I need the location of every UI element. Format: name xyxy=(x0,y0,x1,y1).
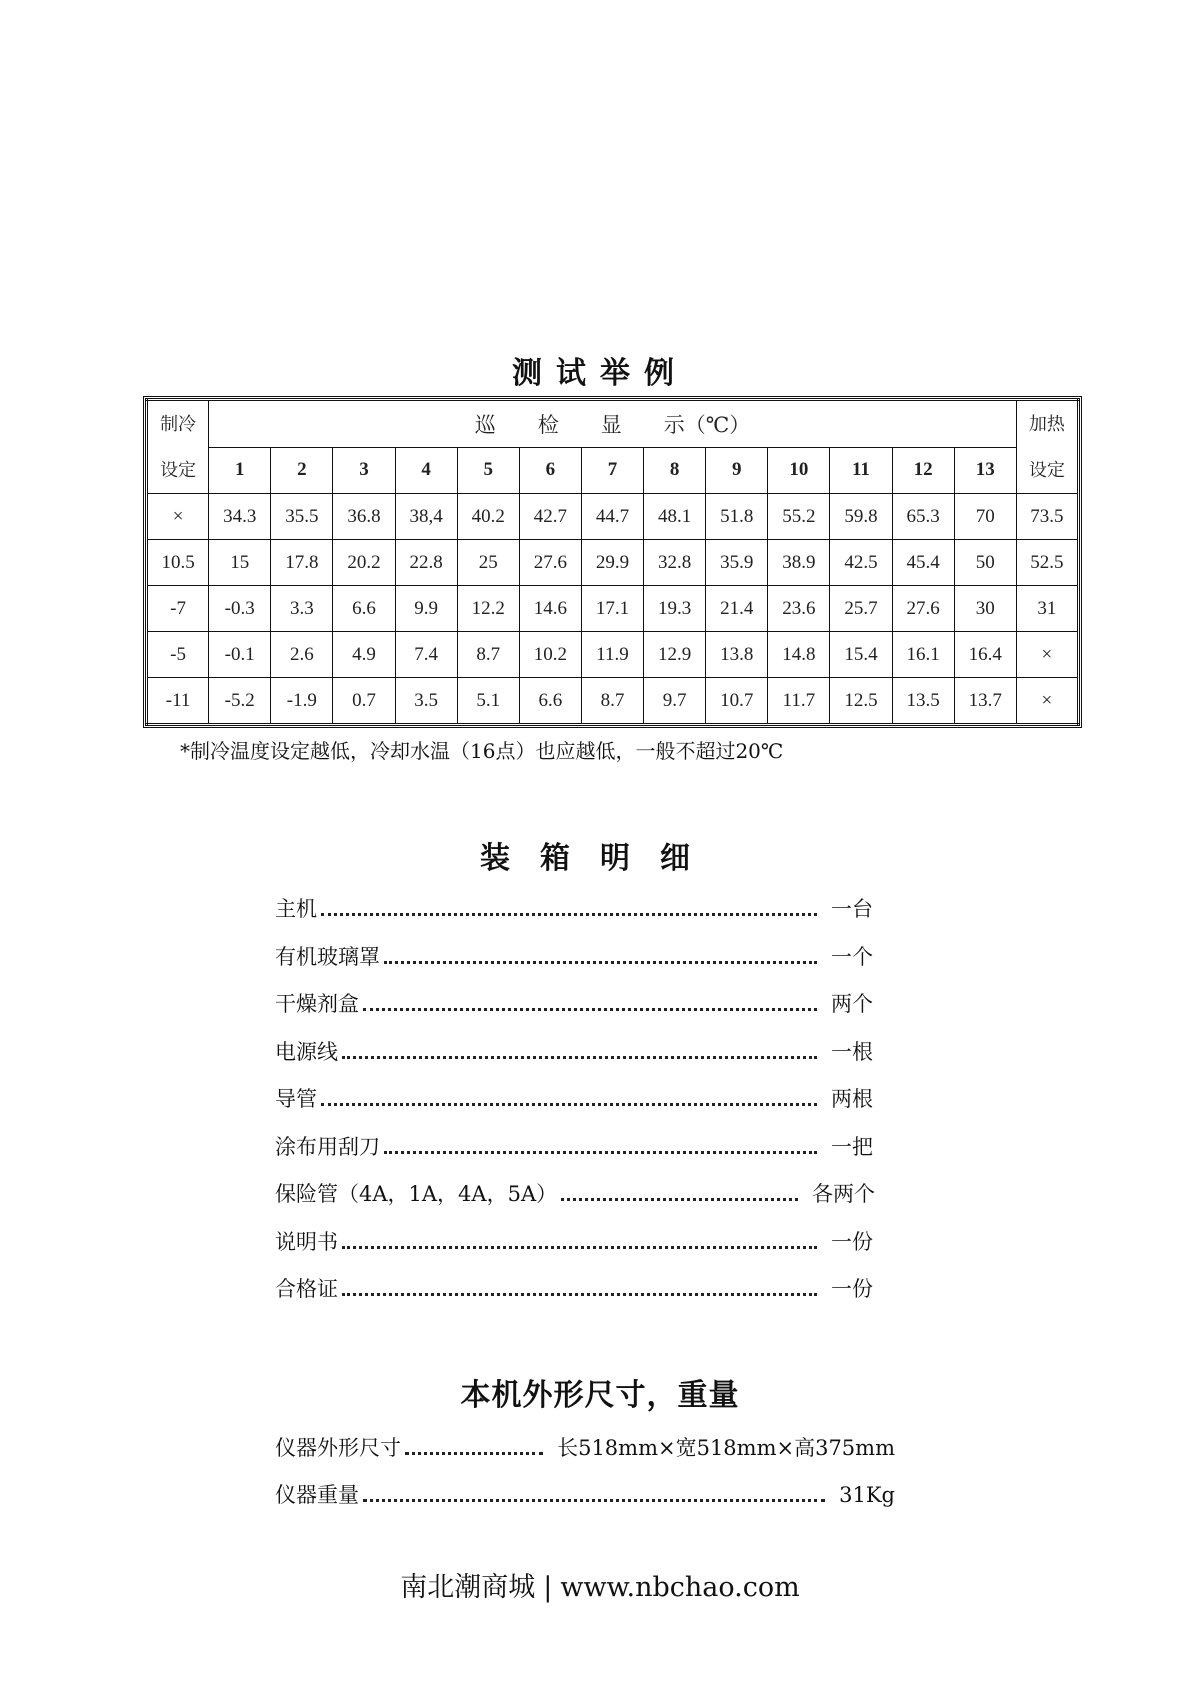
reading-cell: 55.2 xyxy=(768,494,830,540)
reading-cell: 6.6 xyxy=(519,678,581,725)
header-text: 加热 xyxy=(1028,414,1065,434)
heating-setting-cell: × xyxy=(1016,632,1078,678)
point-number-row xyxy=(147,447,1079,494)
cooling-setting-cell: -7 xyxy=(147,586,209,632)
cooling-setting-cell: × xyxy=(147,494,209,540)
point-header: 12 xyxy=(892,447,954,494)
reading-cell: 42.5 xyxy=(830,540,892,586)
reading-cell: 36.8 xyxy=(333,494,395,540)
header-text: 设定 xyxy=(160,460,197,480)
dot-leader xyxy=(342,1056,817,1059)
reading-cell: 9.9 xyxy=(395,586,457,632)
weight-label: 仪器重量 xyxy=(275,1483,359,1507)
item-quantity: 一台 xyxy=(831,897,873,921)
reading-cell: -0.3 xyxy=(209,586,271,632)
item-name: 电源线 xyxy=(275,1039,338,1064)
patrol-display-header: 巡 检 显 示（℃） xyxy=(209,400,1017,448)
item-quantity: 一把 xyxy=(831,1134,873,1159)
reading-cell: 65.3 xyxy=(892,494,954,540)
reading-cell: 25 xyxy=(457,540,519,586)
packing-item xyxy=(275,941,875,971)
packing-item xyxy=(275,1036,875,1066)
header-text: 设定 xyxy=(1028,460,1065,480)
point-header: 7 xyxy=(581,447,643,494)
point-header: 2 xyxy=(271,447,333,494)
reading-cell: 17.1 xyxy=(581,586,643,632)
point-header: 6 xyxy=(519,447,581,494)
footer-separator: | xyxy=(543,1572,553,1603)
reading-cell: 13.5 xyxy=(892,678,954,725)
dot-leader xyxy=(321,913,817,916)
footer-url[interactable]: www.nbchao.com xyxy=(560,1572,800,1603)
table-note: *制冷温度设定越低，冷却水温（16点）也应越低，一般不超过20℃ xyxy=(180,739,784,763)
reading-cell: 50 xyxy=(954,540,1016,586)
reading-cell: 59.8 xyxy=(830,494,892,540)
point-header: 4 xyxy=(395,447,457,494)
point-header: 10 xyxy=(768,447,830,494)
reading-cell: 38.9 xyxy=(768,540,830,586)
reading-cell: 13.8 xyxy=(706,632,768,678)
item-quantity: 一个 xyxy=(831,944,873,969)
reading-cell: 29.9 xyxy=(581,540,643,586)
reading-cell: 15.4 xyxy=(830,632,892,678)
dot-leader xyxy=(363,1008,817,1011)
reading-cell: 14.8 xyxy=(768,632,830,678)
size-value: 长518mm×宽518mm×高375mm xyxy=(557,1436,895,1460)
item-name: 有机玻璃罩 xyxy=(275,944,380,969)
footer xyxy=(0,1565,1200,1604)
point-header: 9 xyxy=(706,447,768,494)
dot-leader xyxy=(321,1103,817,1106)
item-quantity: 两个 xyxy=(831,992,873,1016)
footer-brand: 南北潮商城 xyxy=(400,1572,536,1603)
reading-cell: 13.7 xyxy=(954,678,1016,725)
size-row xyxy=(275,1432,895,1462)
reading-cell: 8.7 xyxy=(457,632,519,678)
reading-cell: 38,4 xyxy=(395,494,457,540)
cooling-setting-cell: -5 xyxy=(147,632,209,678)
packing-list-title: 装箱明细 xyxy=(480,841,720,876)
weight-row xyxy=(275,1479,895,1509)
reading-cell: 2.6 xyxy=(271,632,333,678)
weight-value: 31Kg xyxy=(839,1483,895,1507)
item-quantity: 各两个 xyxy=(812,1182,875,1206)
reading-cell: 3.5 xyxy=(395,678,457,725)
reading-cell: -5.2 xyxy=(209,678,271,725)
reading-cell: 19.3 xyxy=(644,586,706,632)
heating-setting-cell: 73.5 xyxy=(1016,494,1078,540)
item-name: 说明书 xyxy=(275,1229,338,1254)
reading-cell: 27.6 xyxy=(892,586,954,632)
reading-cell: 14.6 xyxy=(519,586,581,632)
dot-leader xyxy=(405,1452,543,1455)
point-header: 13 xyxy=(954,447,1016,494)
reading-cell: 15 xyxy=(209,540,271,586)
reading-cell: 10.7 xyxy=(706,678,768,725)
item-name: 导管 xyxy=(275,1087,317,1111)
packing-item xyxy=(275,893,875,923)
dot-leader xyxy=(363,1499,825,1502)
reading-cell: 70 xyxy=(954,494,1016,540)
point-header: 5 xyxy=(457,447,519,494)
heating-setting-cell: 52.5 xyxy=(1016,540,1078,586)
heating-setting-cell: 31 xyxy=(1016,586,1078,632)
item-name: 干燥剂盒 xyxy=(275,992,359,1016)
table-row xyxy=(147,586,1079,632)
reading-cell: 5.1 xyxy=(457,678,519,725)
reading-cell: 6.6 xyxy=(333,586,395,632)
test-example-title: 测试举例 xyxy=(512,356,688,391)
reading-cell: 25.7 xyxy=(830,586,892,632)
item-name: 涂布用刮刀 xyxy=(275,1134,380,1159)
reading-cell: 30 xyxy=(954,586,1016,632)
reading-cell: 27.6 xyxy=(519,540,581,586)
reading-cell: 9.7 xyxy=(644,678,706,725)
reading-cell: 42.7 xyxy=(519,494,581,540)
item-quantity: 两根 xyxy=(831,1087,873,1111)
table-row xyxy=(147,494,1079,540)
cooling-setting-header xyxy=(147,400,209,494)
reading-cell: 23.6 xyxy=(768,586,830,632)
reading-cell: 17.8 xyxy=(271,540,333,586)
reading-cell: 45.4 xyxy=(892,540,954,586)
reading-cell: -0.1 xyxy=(209,632,271,678)
dot-leader xyxy=(342,1293,817,1296)
cooling-setting-cell: -11 xyxy=(147,678,209,725)
cooling-setting-cell: 10.5 xyxy=(147,540,209,586)
reading-cell: 32.8 xyxy=(644,540,706,586)
test-example-table xyxy=(145,398,1080,726)
dot-leader xyxy=(384,961,817,964)
header-text: 制冷 xyxy=(160,414,197,434)
reading-cell: 40.2 xyxy=(457,494,519,540)
table-row xyxy=(147,632,1079,678)
dot-leader xyxy=(384,1151,817,1154)
heating-setting-cell: × xyxy=(1016,678,1078,725)
packing-item xyxy=(275,1273,875,1303)
packing-item xyxy=(275,1131,875,1161)
table-row xyxy=(147,678,1079,725)
packing-item xyxy=(275,1083,875,1113)
item-quantity: 一份 xyxy=(831,1277,873,1301)
reading-cell: 22.8 xyxy=(395,540,457,586)
packing-item xyxy=(275,988,875,1018)
reading-cell: 35.9 xyxy=(706,540,768,586)
dimensions-title: 本机外形尺寸，重量 xyxy=(460,1378,740,1413)
item-name: 合格证 xyxy=(275,1277,338,1301)
reading-cell: 12.5 xyxy=(830,678,892,725)
point-header: 1 xyxy=(209,447,271,494)
item-quantity: 一份 xyxy=(831,1229,873,1254)
reading-cell: 51.8 xyxy=(706,494,768,540)
point-header: 11 xyxy=(830,447,892,494)
reading-cell: 11.7 xyxy=(768,678,830,725)
item-quantity: 一根 xyxy=(831,1039,873,1064)
reading-cell: 44.7 xyxy=(581,494,643,540)
item-name: 保险管（4A，1A，4A，5A） xyxy=(275,1182,558,1206)
packing-item xyxy=(275,1178,875,1208)
reading-cell: 8.7 xyxy=(581,678,643,725)
table-row xyxy=(147,540,1079,586)
reading-cell: 20.2 xyxy=(333,540,395,586)
reading-cell: 3.3 xyxy=(271,586,333,632)
reading-cell: 35.5 xyxy=(271,494,333,540)
reading-cell: 34.3 xyxy=(209,494,271,540)
reading-cell: 0.7 xyxy=(333,678,395,725)
item-name: 主机 xyxy=(275,897,317,921)
heating-setting-header xyxy=(1016,400,1078,494)
reading-cell: 12.2 xyxy=(457,586,519,632)
reading-cell: -1.9 xyxy=(271,678,333,725)
reading-cell: 7.4 xyxy=(395,632,457,678)
reading-cell: 12.9 xyxy=(644,632,706,678)
table-header-row xyxy=(147,400,1079,448)
size-label: 仪器外形尺寸 xyxy=(275,1436,401,1460)
point-header: 3 xyxy=(333,447,395,494)
reading-cell: 48.1 xyxy=(644,494,706,540)
reading-cell: 16.1 xyxy=(892,632,954,678)
dot-leader xyxy=(342,1246,817,1249)
reading-cell: 4.9 xyxy=(333,632,395,678)
packing-item xyxy=(275,1226,875,1256)
dot-leader xyxy=(561,1198,798,1201)
reading-cell: 21.4 xyxy=(706,586,768,632)
reading-cell: 10.2 xyxy=(519,632,581,678)
point-header: 8 xyxy=(644,447,706,494)
reading-cell: 16.4 xyxy=(954,632,1016,678)
reading-cell: 11.9 xyxy=(581,632,643,678)
